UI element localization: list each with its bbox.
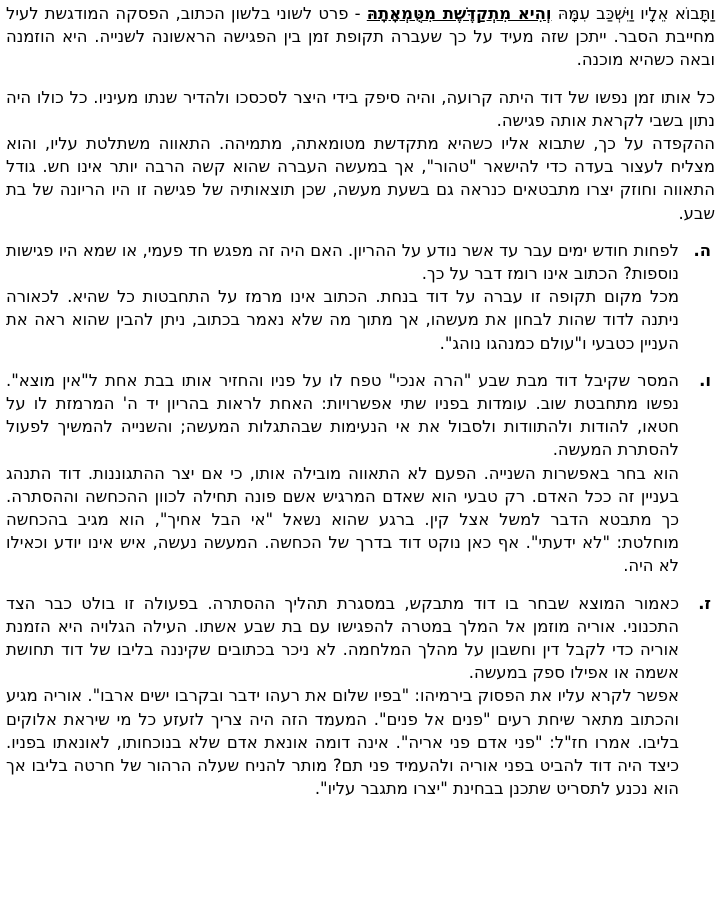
- section-marker: ו.: [699, 370, 711, 390]
- unnumbered-content: [6, 86, 715, 225]
- intro-content: [6, 2, 715, 72]
- body-paragraph: כאמור המוצא שבחר בו דוד מתבקש, במסגרת תהליך ההסתרה. בפעולה זו בולט כבר הצד התכנוני. אוריה מוזמן אל המלך במטרה להפגישו עם בת שבע אשתו. העילה הגלויה היא הזמנת אוריה כדי לקבל דין וחשבון על מהלך המלחמה. לא ניכר בכתובים שקיננה בליבו של דוד תחושת אשמה או אפילו ספק במעשה.: [6, 593, 679, 683]
- body-paragraph: מכל מקום תקופה זו עברה על דוד בנחת. הכתוב אינו מרמז על התחבטות כל שהיא. לכאורה ניתנה לדוד שהות לבחון את מעשהו, אך מתוך מה שלא נאמר בכתוב, ניתן להבין שהוא ראה את העניין כטבעי ו"עולם כמנהגו נוהג".: [6, 287, 679, 353]
- section-marker: ה.: [693, 240, 711, 260]
- section-content: [6, 239, 679, 355]
- section-marker: ז.: [698, 593, 711, 613]
- spacer: [6, 72, 715, 86]
- unnumbered-block: [6, 86, 715, 225]
- section-content: [6, 369, 679, 578]
- body-paragraph: ההקפדה על כך, שתבוא אליו כשהיא מתקדשת מטומאתה, מתמיהה. התאווה משתלטת עליו, והוא מצליח לעצור בעדה כדי להישאר "טהור", אך במעשה העברה שהוא קשה הרבה יותר אינו חש. גודל התאווה וחוזק יצרו מתבטאים כנראה גם בשעת מעשה, שכן תוצאותיה של פגישה זו היו הריונה של בת שבע.: [6, 134, 715, 223]
- spacer: [6, 355, 715, 369]
- body-paragraph: כל אותו זמן נפשו של דוד היתה קרועה, והיה סיפק בידי היצר לסכסכו ולהדיר שנתו מעיניו. כל כולו היה נתון בשבי לקראת אותה פגישה.: [6, 87, 715, 130]
- verse-start: וַתָּבוֹא אֵלָיו וַיִּשְׁכַּב עִמָּהּ: [557, 4, 716, 23]
- section-vav: [6, 369, 715, 578]
- intro-block: [6, 2, 715, 72]
- verse-emphasis: וְהִיא מִתְקַדֶּשֶׁת מִטֻּמְאָתָהּ: [366, 4, 552, 23]
- intro-paragraph: [6, 2, 715, 72]
- section-content: [6, 592, 679, 801]
- body-paragraph: אפשר לקרא עליו את הפסוק בירמיהו: "בפיו שלום את רעהו ידבר ובקרבו ישים ארבו". אוריה מגיע והכתוב מתאר שיחת רעים "פנים אל פנים". המעמד הזה היה צריך לזעזע כל מי שיראת אלוקים בליבו. אמרו חז"ל: "פני אדם פני אריה". אינה דומה אונאת אדם שלא בנוכחותו, לאונאתו בפניו. כיצד היה דוד להביט בפני אוריה ולהעמיד פני תם? מותר להניח שעלה הרהור של חרטה בליבו אך הוא נכנע לתסריט שתכנן בבחינת "יצרו מתגבר עליו".: [6, 686, 679, 799]
- intro-rest: - פרט לשוני בלשון הכתוב, הפסקה המודגשת לעיל מחייבת הסבר. ייתכן שזה מעיד על כך שעברה תקופת זמן בין הפגישה הראשונה לשנייה. היא הוזמנה ובאה כשהיא מוכנה.: [6, 4, 715, 70]
- body-paragraph: לפחות חודש ימים עבר עד אשר נודע על ההריון. האם היה זה מפגש חד פעמי, או שמא היו פגישות נוספות? הכתוב אינו רומז דבר על כך.: [6, 240, 679, 284]
- section-he: [6, 239, 715, 355]
- section-zayin: [6, 592, 715, 801]
- body-paragraph: המסר שקיבל דוד מבת שבע "הרה אנכי" טפח לו על פניו והחזיר אותו בבת אחת ל"אין מוצא". נפשו מתחבטת שוב. עומדות בפניו שתי אפשרויות: האחת לראות בהריון יד ה' המרמזת לו על חטאו, להודות ולהתוודות ולסבול את אי הנעימות שבהתגלות המעשה; והשנייה להמשיך לפעול להסתרת המעשה.: [6, 370, 679, 460]
- body-paragraph: הוא בחר באפשרות השנייה. הפעם לא התאווה מובילה אותו, כי אם יצר ההתגוננות. דוד התנהג בעניין זה ככל האדם. רק טבעי הוא שאדם המרגיש אשם פונה תחילה לכוון ההכחשה וההסתרה. כך מתבטא הדבר למשל אצל קין. ברגע שהוא נשאל "אי הבל אחיך", הוא מגיב בהכחשה מוחלטת: "לא ידעתי". אף כאן נוקט דוד בדרך של הכחשה. המעשה נעשה, איש אינו יודע וכאילו לא היה.: [6, 463, 679, 576]
- spacer: [6, 225, 715, 239]
- spacer: [6, 578, 715, 592]
